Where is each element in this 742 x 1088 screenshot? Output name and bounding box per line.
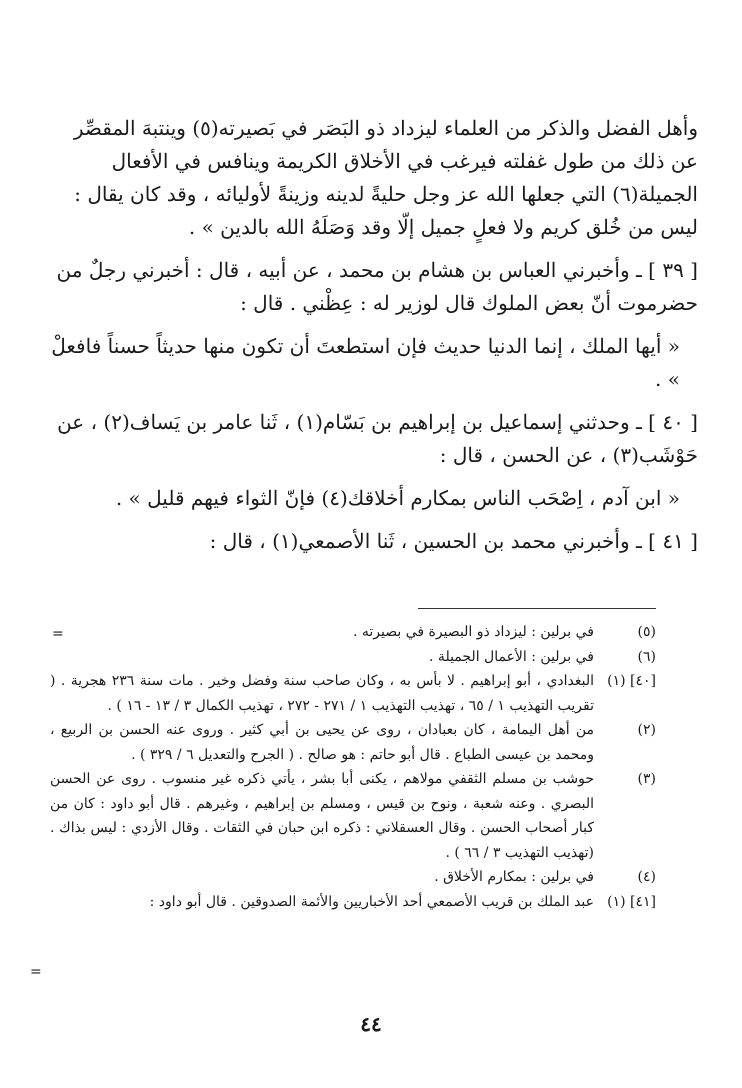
footnote-ref: [٤١] (١) <box>607 893 656 910</box>
continuation-mark-bottom: = <box>30 964 42 980</box>
footnote-text: البغدادي ، أبو إبراهيم . لا بأس به ، وكان صاحب سنة وفضل وخير . مات سنة ٢٣٦ هجرية . ( تقريب التهذيب ١ / ٦٥ ، تهذيب التهذيب ١ / ٢٧١ - ٢٧٢ ، تهذيب الكمال ٣ / ١٣ - ١٦ ) . <box>50 673 595 714</box>
footnote-item <box>50 890 656 915</box>
footnote-item <box>50 669 656 718</box>
continuation-mark-top: = <box>52 626 64 642</box>
footnote-item <box>50 718 656 767</box>
footnotes <box>50 620 656 914</box>
footnote-text: في برلين : ليزداد ذو البصيرة في بصيرته . <box>352 624 594 640</box>
footnote-ref: (٦) <box>637 648 656 665</box>
quote-40: « ابن آدم ، اِصْحَب الناس بمكارم أخلاقك(٤) فإنّ الثواء فيهم قليل » . <box>115 486 680 510</box>
footnote-item <box>50 620 656 645</box>
footnote-item <box>50 767 656 865</box>
footnote-ref: (٥) <box>637 624 656 640</box>
footnote-ref: [٤٠] (١) <box>607 673 656 689</box>
quote-39: « أيها الملك ، إنما الدنيا حديث فإن استطعتَ أن تكون منها حديثاً حسناً فافعلْ » . <box>51 334 680 391</box>
footnote-ref: (٣) <box>637 771 656 787</box>
footnote-item <box>50 645 656 670</box>
body-paragraph-report-39: [ ٣٩ ] ـ وأخبرني العباس بن هشام بن محمد ، عن أبيه ، قال : أخبرني رجلٌ من حضرموت أنّ بعض الملوك قال لوزير له : عِظْني . قال : <box>56 258 698 315</box>
footnote-item <box>50 865 656 890</box>
footnote-text: في برلين : الأعمال الجميلة . <box>429 648 594 665</box>
footnote-text: من أهل اليمامة ، كان بعبادان ، روى عن يحيى بن أبي كثير . وروى عنه الحسن بن الربيع ، ومحمد بن عيسى الطباع . قال أبو حاتم : هو صالح . ( الجرح والتعديل ٦ / ٣٢٩ ) . <box>50 722 594 763</box>
footnote-divider <box>418 608 656 609</box>
body-paragraph-1: وأهل الفضل والذكر من العلماء ليزداد ذو البَصَر في بَصيرته(٥) وينتبهَ المقصِّر عن ذلك من طول غفلته فيرغب في الأخلاق الكريمة وينافس في الأفعال الجميلة(٦) التي جعلها الله عز وجل حليةً لدينه وزينةً لأوليائه ، وقد كان يقال : ليس من خُلق كريم ولا فعلٍ جميل إلّا وقد وَصَلَهُ الله بالدين » . <box>73 116 698 239</box>
footnote-text: عبد الملك بن قريب الأصمعي أحد الأخباريين والأئمة الصدوقين . قال أبو داود : <box>149 893 594 910</box>
page-number: ٤٤ <box>360 1012 382 1036</box>
footnote-ref: (٢) <box>637 722 656 738</box>
footnote-ref: (٤) <box>637 869 656 885</box>
footnote-text: في برلين : بمكارم الأخلاق . <box>434 869 594 885</box>
body-paragraph-report-41: [ ٤١ ] ـ وأخبرني محمد بن الحسين ، ثَنا الأصمعي(١) ، قال : <box>209 529 698 553</box>
body-text <box>44 112 698 568</box>
footnote-text: حوشب بن مسلم الثقفي مولاهم ، يكنى أبا بشر ، يأتي ذكره غير منسوب . روى عن الحسن البصري . وعنه شعبة ، ونوح بن قيس ، ومسلم بن إبراهيم ، وغيرهم . قال أبو داود : كان من كبار أصحاب الحسن . وقال العسقلاني : ذكره ابن حبان في الثقات . وقال الأزدي : ليس بذاك . (تهذيب التهذيب ٣ / ٦٦ ) . <box>50 771 594 861</box>
body-paragraph-report-40: [ ٤٠ ] ـ وحدثني إسماعيل بن إبراهيم بن بَسّام(١) ، ثَنا عامر بن يَساف(٢) ، عن حَوْشَب(٣) ، عن الحسن ، قال : <box>57 410 698 467</box>
